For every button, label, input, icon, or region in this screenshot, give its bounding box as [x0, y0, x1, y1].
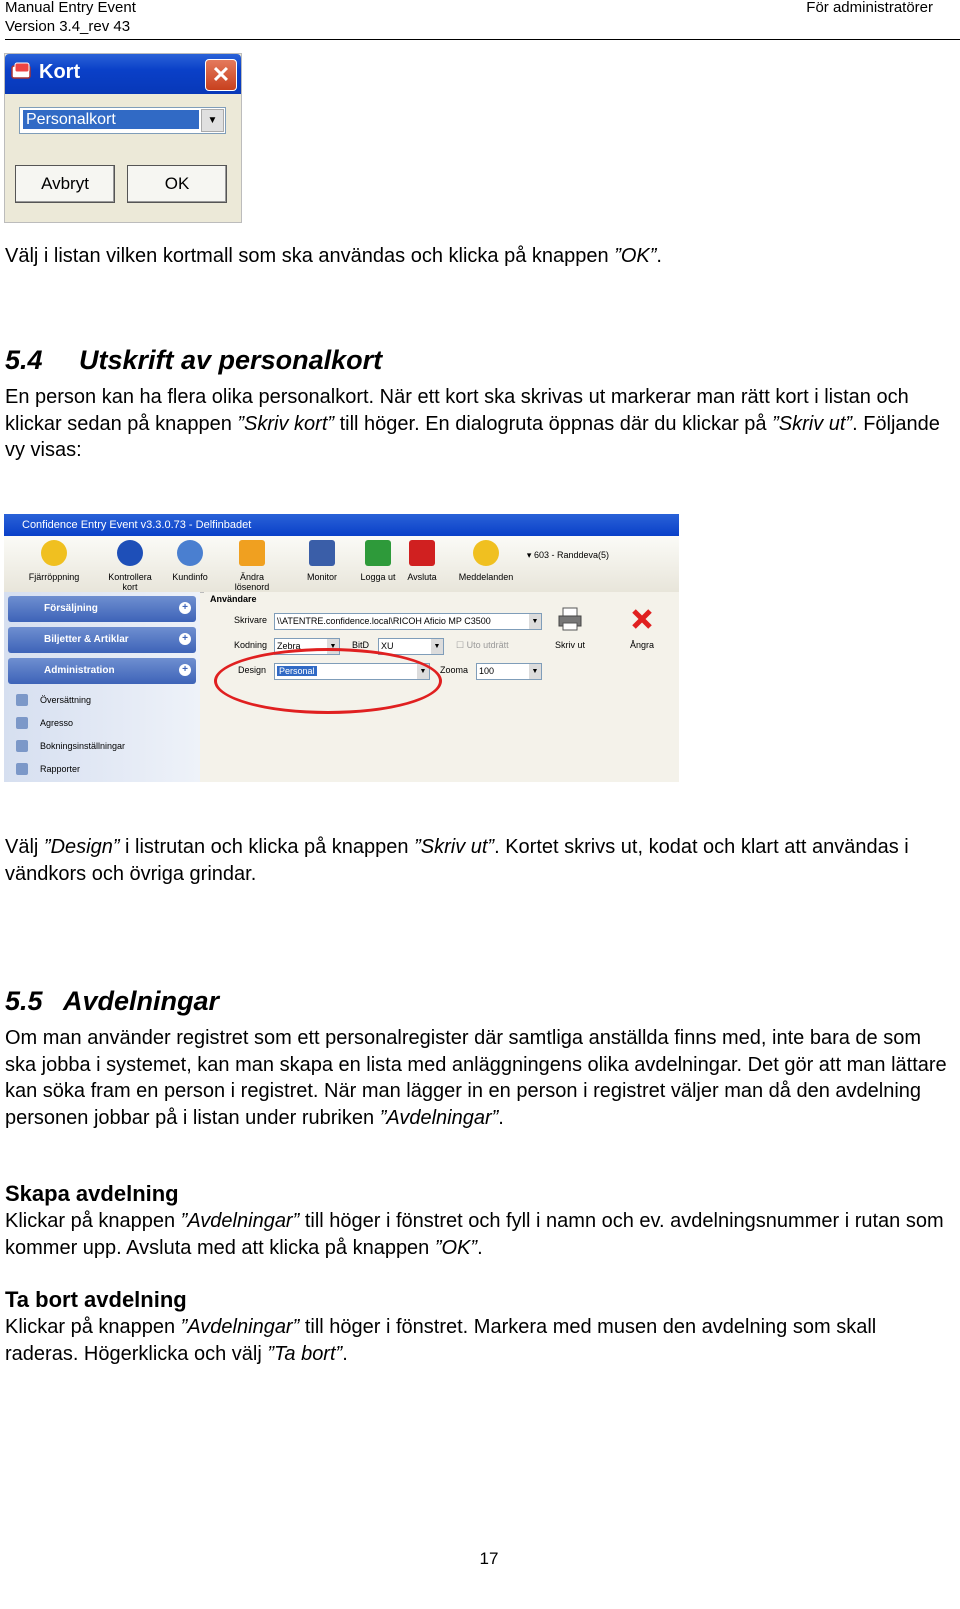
- undo-label: Ångra: [629, 640, 655, 650]
- print-button[interactable]: [548, 606, 592, 650]
- toolbar-remote-open[interactable]: [24, 540, 84, 582]
- text-segment: till höger. En dialogruta öppnas där du klickar på: [334, 412, 773, 435]
- toolbar-label: Fjärröppning: [28, 572, 80, 582]
- warning-icon: [41, 540, 67, 566]
- expand-icon: +: [179, 664, 191, 676]
- text-emphasis: ”Skriv kort”: [237, 412, 335, 435]
- sidebar-group-tickets[interactable]: [8, 627, 196, 653]
- text-segment: Klickar på knappen: [5, 1316, 181, 1338]
- delete-department-paragraph: [5, 1314, 950, 1367]
- toolbar-check-card[interactable]: [100, 540, 160, 592]
- bitd-label: BitD: [352, 640, 370, 650]
- doc-audience: För administratörer: [806, 0, 933, 16]
- instruction-paragraph: [5, 243, 950, 270]
- printer-select[interactable]: [274, 613, 542, 630]
- card-template-select[interactable]: [19, 107, 226, 134]
- text-segment: Välj: [5, 836, 44, 858]
- monitor-icon: [309, 540, 335, 566]
- text-segment: Klickar på knappen: [5, 1210, 181, 1232]
- chevron-down-icon[interactable]: ▼: [201, 109, 224, 132]
- subheading-create-department: Skapa avdelning: [5, 1181, 179, 1206]
- doc-header-left: [5, 0, 136, 36]
- checkbox-label: Uto utdrätt: [466, 640, 509, 650]
- text-segment: . Kortet skrivs ut, kodat och klart att användas i vändkors och övriga grindar.: [5, 836, 909, 885]
- sidebar-item-label: Rapporter: [40, 764, 81, 774]
- text-emphasis: ”Skriv ut”: [414, 836, 495, 858]
- design-instruction-paragraph: [5, 834, 950, 887]
- text-emphasis: ”Ta bort”: [267, 1342, 343, 1365]
- encoding-value: Zebra: [277, 641, 301, 651]
- toolbar-label: Kontrollera kort: [108, 572, 152, 592]
- app-screenshot: [4, 514, 679, 782]
- app-toolbar: [4, 536, 679, 593]
- printer-value: \\ATENTRE.confidence.local\RICOH Aficio MP C3500: [277, 616, 491, 626]
- text-segment: .: [498, 1106, 504, 1129]
- toolbar-label: Meddelanden: [458, 572, 514, 582]
- text-emphasis: ”Avdelningar”: [379, 1106, 499, 1129]
- ok-button[interactable]: OK: [127, 165, 227, 203]
- section-title: Avdelningar: [63, 986, 220, 1016]
- header-rule: [5, 39, 960, 40]
- kort-title: Kort: [39, 61, 81, 83]
- extra-checkbox[interactable]: ☐ Uto utdrätt: [456, 640, 509, 650]
- user-icon: [177, 540, 203, 566]
- doc-title: Manual Entry Event: [5, 0, 136, 16]
- create-department-paragraph: [5, 1208, 950, 1261]
- sidebar-item-booking-settings[interactable]: [4, 735, 200, 758]
- design-label: Design: [238, 665, 267, 675]
- doc-version: Version 3.4_rev 43: [5, 18, 131, 35]
- text-segment: En person kan ha flera olika personalkort. När ett kort ska skrivas ut markerar man rätt kort i listan och klickar sedan på knappen: [5, 386, 909, 435]
- print-panel: [204, 592, 679, 782]
- power-icon: [409, 540, 435, 566]
- app-titlebar: Confidence Entry Event v3.3.0.73 - Delfinbadet: [4, 514, 679, 536]
- design-value: Personal: [279, 666, 315, 676]
- text-segment: Om man använder registret som ett personalregister där samtliga anställda finns med, inte bara de som ska jobba i systemet, kan man skapa en lista med anläggningens olika avdelningar. Det gör att man lättare kan söka fram en person i registret. När man lägger in en person i registret väljer man då den avdelning personen jobbar på i listan under rubriken: [5, 1027, 947, 1129]
- panel-title: Användare: [210, 594, 257, 604]
- undo-icon: [629, 606, 655, 632]
- toolbar-messages[interactable]: [456, 540, 516, 582]
- toolbar-exit[interactable]: [392, 540, 452, 582]
- toolbar-label: Kundinfo: [172, 572, 208, 582]
- cancel-button[interactable]: Avbryt: [15, 165, 115, 203]
- sidebar-group-label: Försäljning: [44, 603, 98, 614]
- para1-text: Välj i listan vilken kortmall som ska användas och klicka på knappen: [5, 245, 615, 267]
- section-number: 5.5: [5, 986, 43, 1016]
- sidebar-item-translation[interactable]: [4, 689, 200, 712]
- translation-icon: [16, 694, 28, 706]
- bitd-value: XU: [381, 641, 394, 651]
- subheading-delete-department: Ta bort avdelning: [5, 1287, 187, 1312]
- para1-emphasis: ”OK”: [614, 245, 657, 267]
- text-emphasis: ”Avdelningar”: [180, 1316, 300, 1338]
- kort-dialog: [4, 53, 242, 223]
- toolbar-monitor[interactable]: [292, 540, 352, 582]
- text-segment: till höger i fönstret. Markera med musen den avdelning som skall raderas. Högerklicka och välj: [5, 1316, 877, 1365]
- settings-icon: [16, 740, 28, 752]
- toolbar-change-password[interactable]: [222, 540, 282, 592]
- warning-icon: [473, 540, 499, 566]
- text-emphasis: ”Avdelningar”: [180, 1210, 300, 1232]
- report-icon: [16, 763, 28, 775]
- sidebar-item-agresso[interactable]: [4, 712, 200, 735]
- toolbar-label: Avsluta: [407, 572, 437, 582]
- expand-icon: +: [179, 602, 191, 614]
- printer-label: Skrivare: [234, 615, 268, 625]
- folder-icon: [16, 717, 28, 729]
- chevron-down-icon[interactable]: ▼: [431, 639, 443, 654]
- sidebar-group-label: Biljetter & Artiklar: [44, 634, 129, 645]
- sidebar-item-label: Bokningsinställningar: [40, 741, 126, 751]
- text-segment: . Följande vy visas:: [5, 412, 940, 461]
- section-title: Utskrift av personalkort: [79, 345, 383, 375]
- sidebar-item-label: Översättning: [40, 695, 92, 705]
- sidebar-item-label: Agresso: [40, 718, 74, 728]
- app-sidebar: [4, 592, 200, 782]
- para1-end: .: [656, 245, 662, 267]
- toolbar-label: Monitor: [306, 572, 337, 582]
- close-button[interactable]: ✕: [205, 59, 237, 91]
- printer-icon: [557, 606, 583, 632]
- undo-button[interactable]: [620, 606, 664, 650]
- section-5-5-paragraph: [5, 1025, 950, 1131]
- kort-titlebar: [5, 54, 241, 94]
- chevron-down-icon[interactable]: ▼: [327, 639, 339, 654]
- highlight-circle: [214, 648, 442, 714]
- logged-in-user[interactable]: ▾ 603 - Randdeva(5): [526, 550, 609, 560]
- toolbar-customer-info[interactable]: [160, 540, 220, 582]
- text-emphasis: ”OK”: [434, 1236, 478, 1259]
- text-emphasis: ”Design”: [43, 836, 120, 858]
- section-5-4-paragraph: [5, 384, 950, 464]
- chevron-down-icon[interactable]: ▼: [417, 664, 429, 679]
- chevron-down-icon[interactable]: ▼: [529, 664, 541, 679]
- sidebar-group-admin[interactable]: [8, 658, 196, 684]
- section-number: 5.4: [5, 345, 43, 375]
- encoding-label: Kodning: [234, 640, 268, 650]
- key-icon: [239, 540, 265, 566]
- help-icon: [117, 540, 143, 566]
- chevron-down-icon[interactable]: ▼: [529, 614, 541, 629]
- text-segment: .: [342, 1342, 348, 1365]
- section-heading-5-5: [5, 986, 219, 1017]
- text-segment: till höger i fönstret och fyll i namn och ev. avdelningsnummer i rutan som kommer upp. Avsluta med att klicka på knappen: [5, 1210, 944, 1259]
- expand-icon: +: [179, 633, 191, 645]
- toolbar-label: Ändra lösenord: [234, 572, 270, 592]
- sidebar-item-reports[interactable]: [4, 758, 200, 781]
- sidebar-group-sales[interactable]: [8, 596, 196, 622]
- text-segment: i listrutan och klicka på knappen: [119, 836, 415, 858]
- page-number: 17: [479, 1549, 499, 1568]
- text-emphasis: ”Skriv ut”: [772, 412, 853, 435]
- card-template-value: Personalkort: [23, 110, 199, 129]
- print-label: Skriv ut: [554, 640, 585, 650]
- sidebar-group-label: Administration: [44, 665, 115, 676]
- card-icon: [11, 62, 33, 82]
- toolbar-label: Logga ut: [360, 572, 396, 582]
- zoom-label: Zooma: [440, 665, 469, 675]
- logout-icon: [365, 540, 391, 566]
- zoom-value: 100: [479, 666, 495, 676]
- zoom-select[interactable]: [476, 663, 542, 680]
- section-heading-5-4: [5, 345, 382, 376]
- text-segment: .: [477, 1236, 483, 1259]
